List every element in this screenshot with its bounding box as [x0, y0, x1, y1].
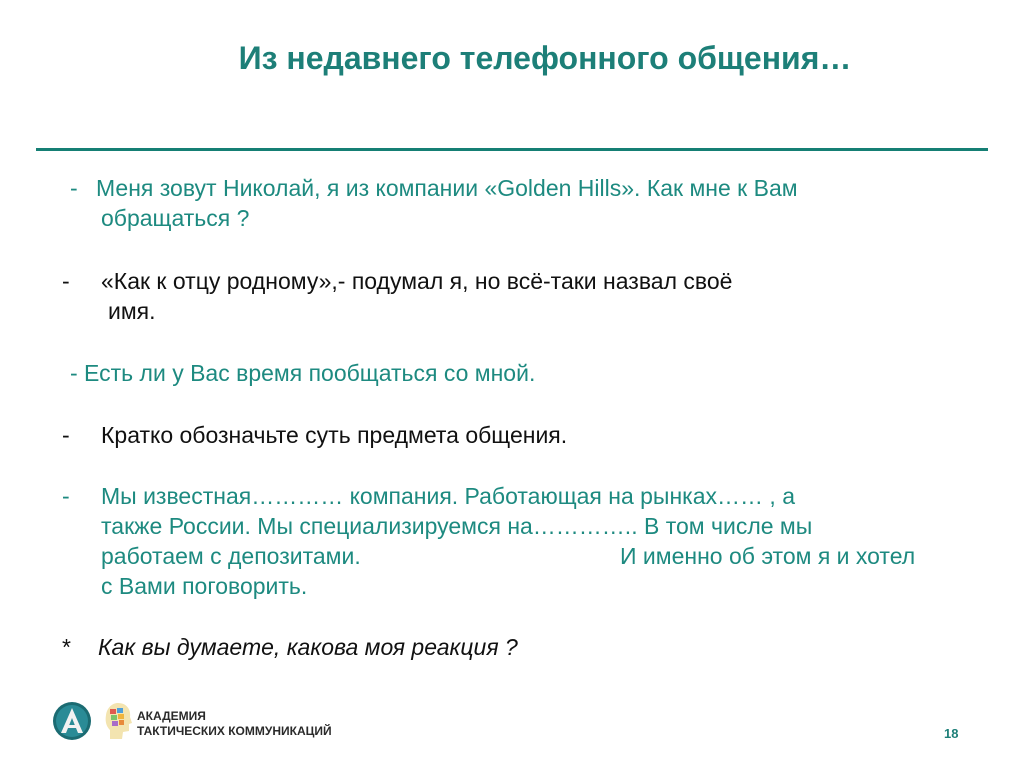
- dialogue-5-line-2: также России. Мы специализируемся на………….. В том числе мы: [101, 513, 813, 539]
- academy-a-logo-icon: [52, 701, 92, 741]
- dialogue-5-line-1: Мы известная………… компания. Работающая на рынках…… , а: [101, 483, 795, 509]
- dialogue-5-line-4: с Вами поговорить.: [101, 573, 308, 599]
- dialogue-5-line-3-right: И именно об этом я и хотел: [620, 543, 916, 569]
- dialogue-3-line-1: - Есть ли у Вас время пообщаться со мной.: [70, 360, 536, 386]
- dialogue-4-dash: -: [62, 422, 70, 448]
- dialogue-1-line-2: обращаться ?: [101, 205, 250, 231]
- academy-brand-text: [137, 709, 332, 739]
- question-text: Как вы думаете, какова моя реакция ?: [98, 634, 518, 660]
- question-asterisk: *: [62, 634, 71, 660]
- brand-line-2: ТАКТИЧЕСКИХ КОММУНИКАЦИЙ: [137, 724, 332, 738]
- dialogue-5-dash: -: [62, 483, 70, 509]
- page-number: 18: [944, 726, 959, 741]
- dialogue-2-dash: -: [62, 268, 70, 294]
- slide-title: Из недавнего телефонного общения…: [238, 40, 852, 76]
- title-divider: [36, 148, 988, 151]
- dialogue-2-line-2: имя.: [108, 298, 156, 324]
- dialogue-5-line-3: работаем с депозитами.: [101, 543, 361, 569]
- brand-line-1: АКАДЕМИЯ: [137, 709, 206, 723]
- dialogue-2-line-1: «Как к отцу родному»,- подумал я, но всё-таки назвал своё: [101, 268, 733, 294]
- dialogue-1-line-1: Меня зовут Николай, я из компании «Golden Hills». Как мне к Вам: [96, 175, 798, 201]
- mind-head-logo-icon: [103, 701, 133, 741]
- dialogue-1-dash: -: [70, 175, 78, 201]
- dialogue-4-line-1: Кратко обозначьте суть предмета общения.: [101, 422, 568, 448]
